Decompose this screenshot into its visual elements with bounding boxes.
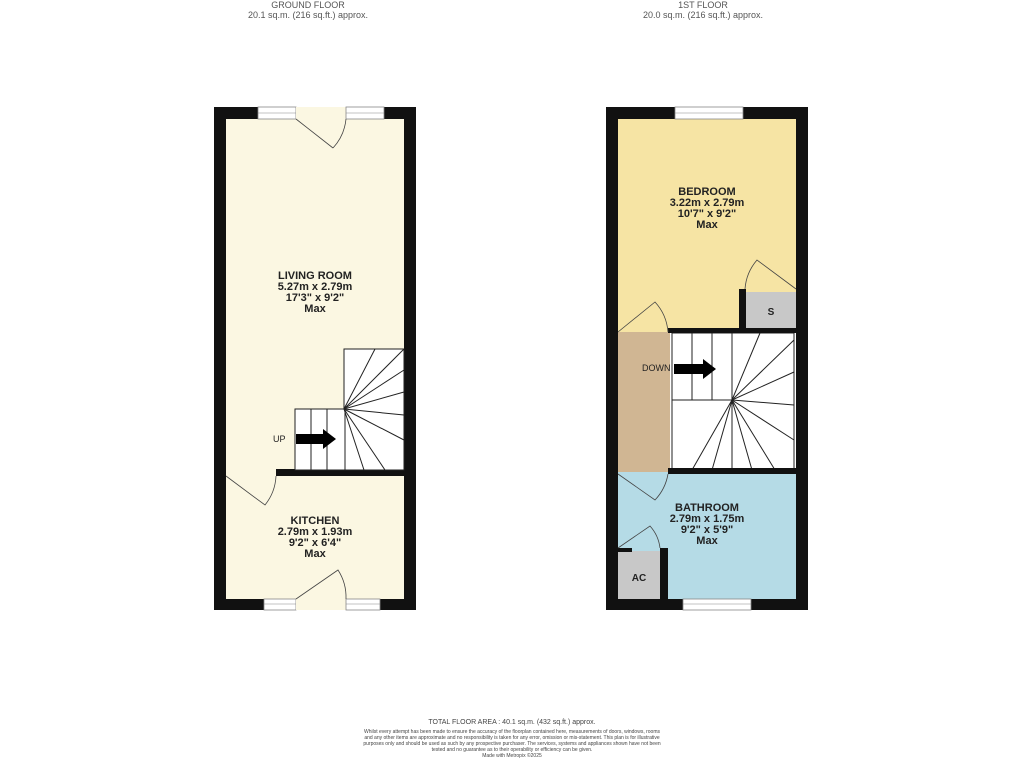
living-room-name: LIVING ROOM [278,270,352,282]
first-bottom-window [683,599,751,610]
bedroom-metric: 3.22m x 2.79m [669,197,745,209]
ground-floor-title: GROUND FLOOR [271,0,345,10]
bathroom-note: Max [696,535,718,547]
ground-stair-label: UP [273,434,286,444]
first-stair-label: DOWN [642,363,671,373]
kitchen-metric: 2.79m x 1.93m [277,526,353,538]
airing-cupboard-label: AC [631,573,647,584]
kitchen-note: Max [304,548,326,560]
ground-bottom-opening [296,599,346,610]
ground-floor-area: 20.1 sq.m. (216 sq.ft.) approx. [247,10,369,20]
disclaimer: Whilst every attempt has been made to ensure the accuracy of the floorplan contained here, measurements of doors, windows, rooms and any other items are approximate and no responsibility is taken for any error, omission or mis-statement. This plan is for illustrative purposes only and should be used as such by any prospective purchaser. The services, systems and appliances shown have not been tested and no guarantee as to their operability or efficiency can be given. [363,729,661,753]
ground-top-opening [296,107,346,119]
living-room-imperial: 17'3" x 9'2" [285,292,345,304]
first-stair-top-wall [668,328,797,333]
ground-right-wall [404,107,416,610]
total-floor-area: TOTAL FLOOR AREA : 40.1 sq.m. (432 sq.ft.) approx. [428,719,596,726]
bathroom-inner-wall [660,548,668,600]
bedroom-label [647,187,767,231]
bedroom-imperial: 10'7" x 9'2" [677,208,737,220]
footer [362,719,662,759]
bathroom-metric: 2.79m x 1.75m [669,513,745,525]
ac-top-wall [618,548,632,552]
ground-left-wall [214,107,226,610]
ground-bottom-window-left [264,599,296,610]
living-room-note: Max [304,303,326,315]
first-staircase [672,333,794,470]
first-left-wall [606,107,618,610]
living-room-label [255,271,375,315]
first-stair-bottom-wall [668,468,797,474]
kitchen-label [255,516,375,560]
metropix-credit: Made with Metropix ©2025 [482,753,542,759]
first-floor-title: 1ST FLOOR [678,0,728,10]
storage-wall [739,289,746,331]
storage-label: S [767,307,775,318]
bedroom-name: BEDROOM [678,186,736,198]
bathroom-imperial: 9'2" x 5'9" [680,524,734,536]
ground-bottom-window-right [346,599,380,610]
living-room-metric: 5.27m x 2.79m [277,281,353,293]
bedroom-note: Max [696,219,718,231]
kitchen-name: KITCHEN [290,515,340,527]
first-floor-area: 20.0 sq.m. (216 sq.ft.) approx. [642,10,764,20]
landing-fill [617,332,670,472]
bathroom-label [647,503,767,547]
kitchen-imperial: 9'2" x 6'4" [288,537,342,549]
first-right-wall [796,107,808,610]
bathroom-name: BATHROOM [675,502,739,514]
